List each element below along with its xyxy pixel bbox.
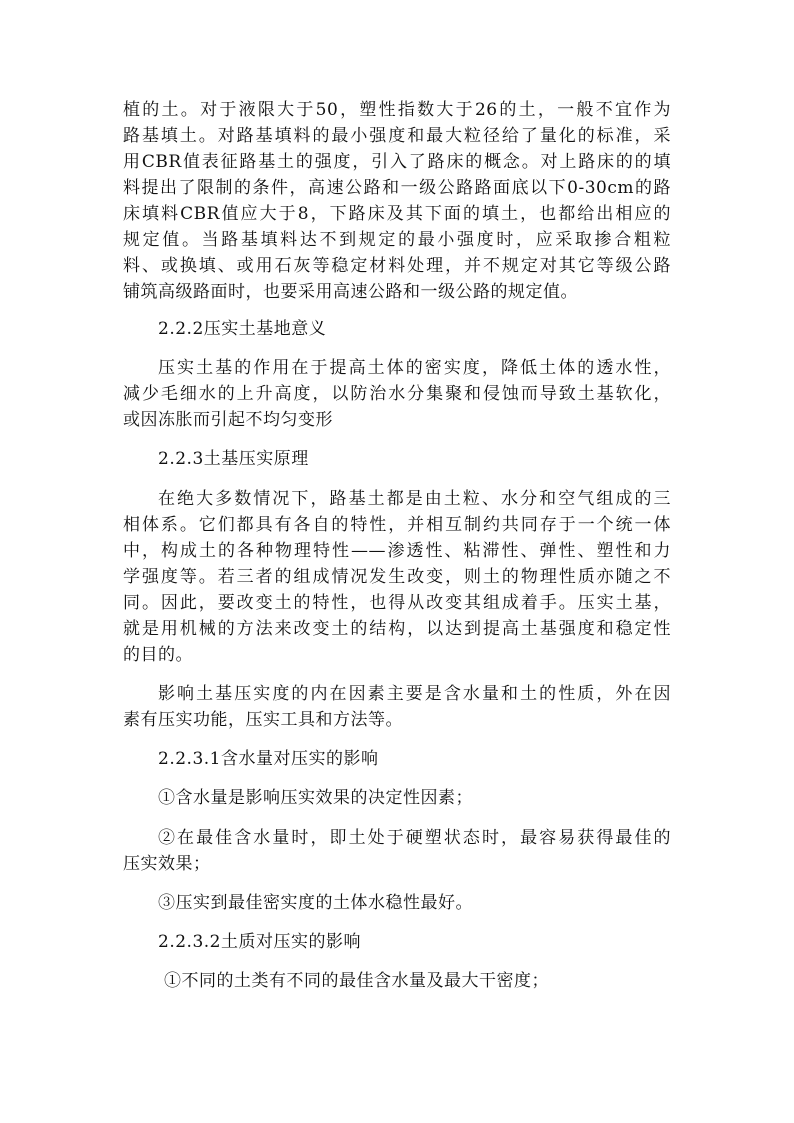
list-item: ①含水量是影响压实效果的决定性因素； [158,788,473,808]
paragraph-line: 学强度等。若三者的组成情况发生改变，则土的物理性质亦随之不 [123,567,671,587]
paragraph-line: 路基填土。对路基填料的最小强度和最大粒径给了量化的标准，采 [123,126,671,146]
list-item: ①不同的土类有不同的最佳含水量及最大干密度； [164,971,549,991]
paragraph-line: 料提出了限制的条件，高速公路和一级公路路面底以下0-30cm的路 [123,178,671,198]
section-heading: 2.2.3.1含水量对压实的影响 [158,749,379,769]
list-item: ②在最佳含水量时，即土处于硬塑状态时，最容易获得最佳的 [158,828,671,848]
list-item: ③压实到最佳密实度的土体水稳性最好。 [158,893,473,913]
paragraph-line: 在绝大多数情况下，路基土都是由土粒、水分和空气组成的三 [158,489,671,509]
paragraph-line: 植的土。对于液限大于50，塑性指数大于26的土，一般不宜作为 [123,100,671,120]
paragraph-line: 压实土基的作用在于提高土体的密实度，降低土体的透水性， [158,358,671,378]
paragraph-line: 同。因此，要改变土的特性，也得从改变其组成着手。压实土基， [123,593,671,613]
paragraph-line: 或因冻胀而引起不均匀变形 [123,410,333,430]
paragraph-line: 床填料CBR值应大于8，下路床及其下面的填土，也都给出相应的 [123,204,671,224]
paragraph-line: 中，构成土的各种物理特性——渗透性、粘滞性、弹性、塑性和力 [123,541,671,561]
paragraph-line: 用CBR值表征路基土的强度，引入了路床的概念。对上路床的的填 [123,152,671,172]
list-item: 压实效果； [123,854,211,874]
section-heading: 2.2.2压实土基地意义 [158,319,327,339]
paragraph-line: 素有压实功能，压实工具和方法等。 [123,710,403,730]
section-heading: 2.2.3.2土质对压实的影响 [158,932,361,952]
paragraph-line: 相体系。它们都具有各自的特性，并相互制约共同存于一个统一体 [123,515,671,535]
paragraph-line: 减少毛细水的上升高度，以防治水分集聚和侵蚀而导致土基软化， [123,384,671,404]
paragraph-line: 铺筑高级路面时，也要采用高速公路和一级公路的规定值。 [123,282,578,302]
section-heading: 2.2.3土基压实原理 [158,449,309,469]
paragraph-line: 影响土基压实度的内在因素主要是含水量和土的性质，外在因 [158,684,671,704]
paragraph-line: 料、或换填、或用石灰等稳定材料处理，并不规定对其它等级公路 [123,256,671,276]
paragraph-line: 规定值。当路基填料达不到规定的最小强度时，应采取掺合粗粒 [123,230,671,250]
paragraph-line: 的目的。 [123,645,193,665]
paragraph-line: 就是用机械的方法来改变土的结构，以达到提高土基强度和稳定性 [123,619,671,639]
